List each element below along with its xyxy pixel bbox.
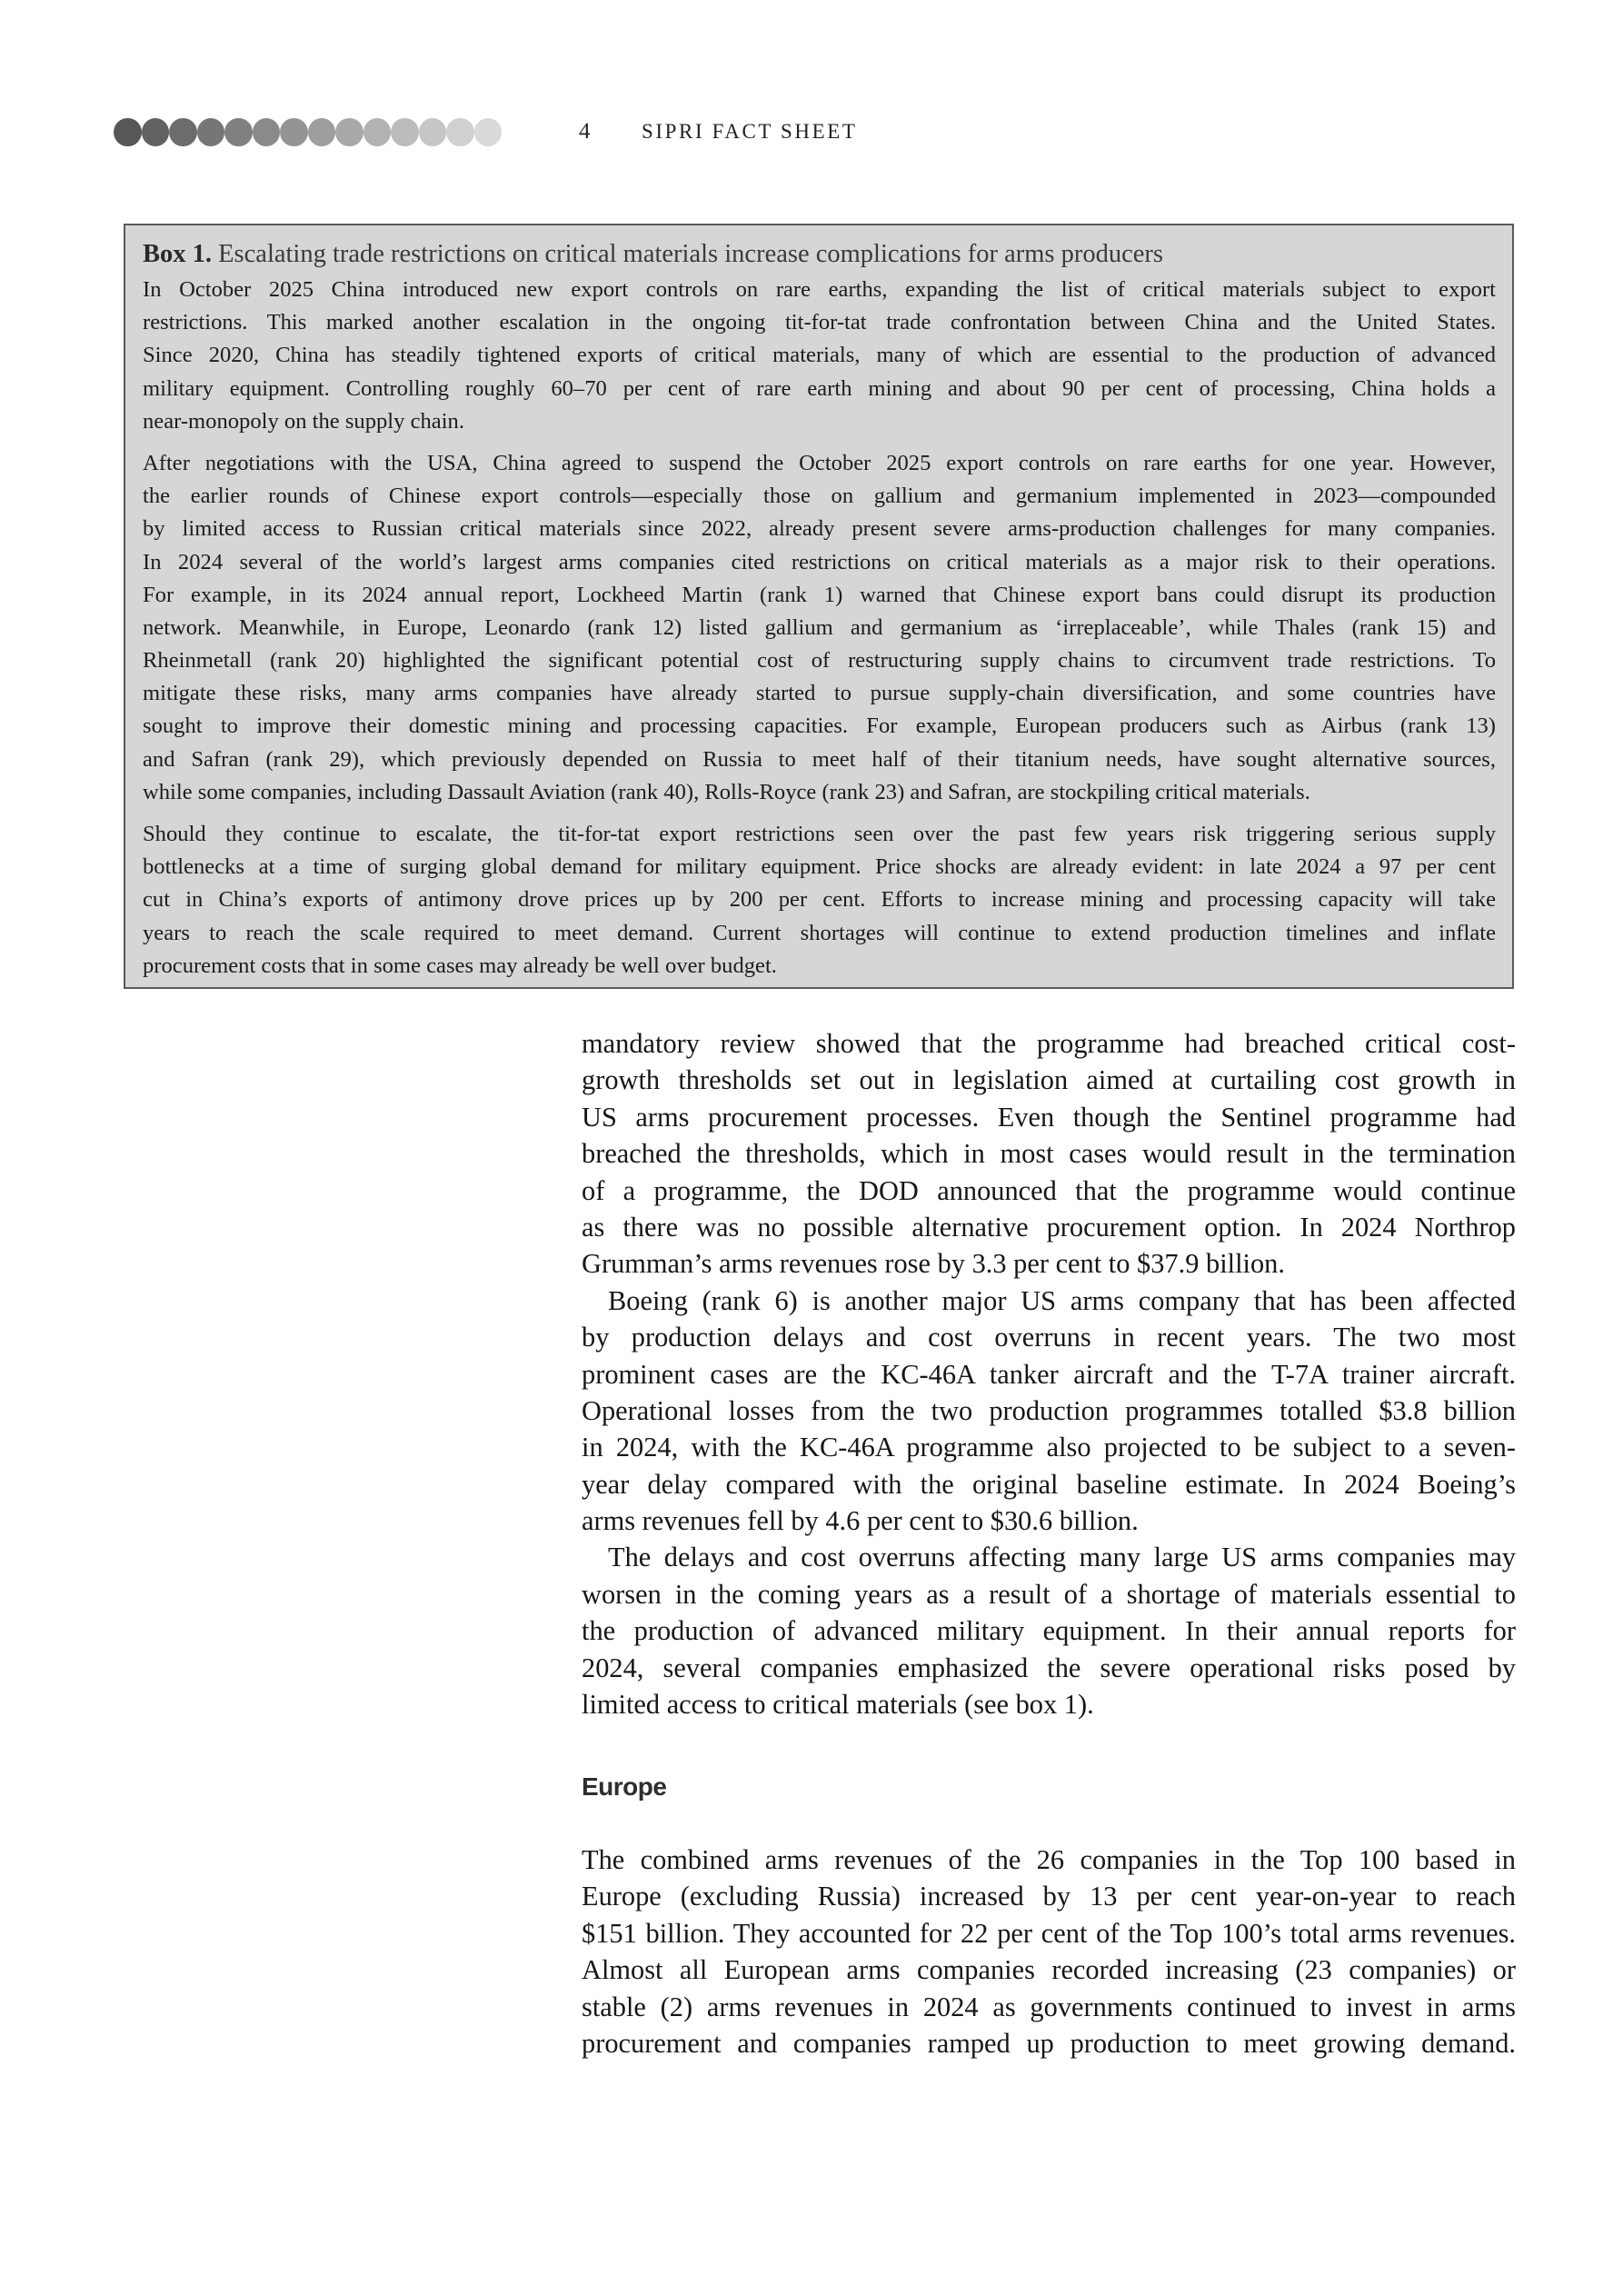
text-line: In October 2025 China introduced new export controls on rare earths, expanding the list of critical materials subject to export	[143, 277, 1496, 302]
text-line: near-monopoly on the supply chain.	[143, 408, 464, 434]
text-line: US arms procurement processes. Even though the Sentinel programme had	[582, 1101, 1516, 1133]
text-line: In 2024 several of the world’s largest arms companies cited restrictions on critical materials as a major risk to their operations.	[143, 549, 1496, 574]
text-line: military equipment. Controlling roughly 60–70 per cent of rare earth mining and about 90 per cent of processing, China holds a	[143, 375, 1496, 401]
box-label: Box 1.	[143, 240, 213, 268]
dot-icon	[114, 118, 142, 146]
body-column	[582, 1025, 1516, 1722]
dot-icon	[253, 118, 281, 146]
text-line: breached the thresholds, which in most cases would result in the termination	[582, 1138, 1516, 1170]
body-paragraph	[582, 1025, 1516, 1283]
dot-icon	[169, 118, 197, 146]
text-line: while some companies, including Dassault Aviation (rank 40), Rolls-Royce (rank 23) and Safran, are stockpiling critical materials.	[143, 779, 1310, 804]
dot-icon	[197, 118, 225, 146]
text-line: network. Meanwhile, in Europe, Leonardo (rank 12) listed gallium and germanium as ‘irreplaceable’, while Thales (rank 15) and	[143, 614, 1496, 640]
text-line: growth thresholds set out in legislation aimed at curtailing cost growth in	[582, 1064, 1516, 1096]
text-line: Grumman’s arms revenues rose by 3.3 per cent to $37.9 billion.	[582, 1248, 1285, 1280]
box-paragraph	[143, 447, 1496, 809]
text-line: cut in China’s exports of antimony drove prices up by 200 per cent. Efforts to increase mining and processing capacity will take	[143, 887, 1496, 913]
text-line: Almost all European arms companies recorded increasing (23 companies) or	[582, 1954, 1516, 1986]
text-line: by limited access to Russian critical materials since 2022, already present severe arms-production challenges for many companies.	[143, 516, 1496, 542]
text-line: The combined arms revenues of the 26 companies in the Top 100 based in	[582, 1844, 1516, 1875]
text-line: After negotiations with the USA, China agreed to suspend the October 2025 export controls on rare earths for one year. However,	[143, 450, 1496, 475]
text-line: in 2024, with the KC-46A programme also projected to be subject to a seven-	[582, 1432, 1516, 1463]
page-number: 4	[579, 119, 591, 144]
text-line: sought to improve their domestic mining and processing capacities. For example, European producers such as Airbus (rank 13)	[143, 714, 1496, 739]
series-progress-dots	[114, 118, 502, 146]
dot-icon	[474, 118, 503, 146]
body-paragraph	[582, 1842, 1516, 2061]
body-paragraph	[582, 1283, 1516, 1540]
text-line: arms revenues fell by 4.6 per cent to $30.6 billion.	[582, 1505, 1139, 1537]
text-line: as there was no possible alternative procurement option. In 2024 Northrop	[582, 1211, 1516, 1243]
text-line: procurement costs that in some cases may already be well over budget.	[143, 953, 777, 978]
dot-icon	[419, 118, 447, 146]
text-line: the production of advanced military equipment. In their annual reports for	[582, 1615, 1516, 1647]
text-line: stable (2) arms revenues in 2024 as governments continued to invest in arms	[582, 1991, 1516, 2022]
text-line: years to reach the scale required to meet demand. Current shortages will continue to extend production timelines and inflate	[143, 920, 1496, 945]
dot-icon	[280, 118, 308, 146]
text-line: For example, in its 2024 annual report, Lockheed Martin (rank 1) warned that Chinese export bans could disrupt its production	[143, 582, 1496, 607]
dot-icon	[446, 118, 474, 146]
text-line: mitigate these risks, many arms companies have already started to pursue supply-chain diversification, and some countries have	[143, 681, 1496, 706]
text-line: and Safran (rank 29), which previously depended on Russia to meet half of their titanium needs, have sought alternative sources,	[143, 746, 1496, 772]
body-paragraph	[582, 1539, 1516, 1722]
text-line: year delay compared with the original baseline estimate. In 2024 Boeing’s	[582, 1468, 1516, 1500]
text-line: The delays and cost overruns affecting many large US arms companies may	[608, 1542, 1516, 1573]
text-line: worsen in the coming years as a result of a shortage of materials essential to	[582, 1578, 1516, 1610]
text-line: restrictions. This marked another escalation in the ongoing tit-for-tat trade confrontation between China and the United States.	[143, 310, 1496, 335]
dot-icon	[308, 118, 336, 146]
box-1	[124, 224, 1514, 989]
dot-icon	[363, 118, 392, 146]
text-line: Rheinmetall (rank 20) highlighted the significant potential cost of restructuring supply chains to circumvent trade restrictions. To	[143, 648, 1496, 674]
dot-icon	[335, 118, 363, 146]
text-line: mandatory review showed that the programme had breached critical cost-	[582, 1028, 1516, 1059]
box-title	[143, 238, 1496, 271]
dot-icon	[142, 118, 170, 146]
box-paragraph	[143, 818, 1496, 983]
text-line: prominent cases are the KC-46A tanker aircraft and the T-7A trainer aircraft.	[582, 1358, 1516, 1390]
text-line: 2024, several companies emphasized the severe operational risks posed by	[582, 1652, 1516, 1683]
text-line: by production delays and cost overruns in recent years. The two most	[582, 1322, 1516, 1353]
text-line: the earlier rounds of Chinese export controls—especially those on gallium and germanium implemented in 2023—compounded	[143, 484, 1496, 509]
box-paragraph	[143, 274, 1496, 438]
text-line: Europe (excluding Russia) increased by 13 per cent year-on-year to reach	[582, 1881, 1516, 1912]
text-line: of a programme, the DOD announced that the programme would continue	[582, 1174, 1516, 1206]
text-line: procurement and companies ramped up production to meet growing demand.	[582, 2027, 1516, 2059]
text-line: limited access to critical materials (see box 1).	[582, 1689, 1094, 1721]
text-line: bottlenecks at a time of surging global demand for military equipment. Price shocks are already evident: in late 2024 a 97 per cent	[143, 854, 1496, 880]
text-line: Operational losses from the two production programmes totalled $3.8 billion	[582, 1394, 1516, 1426]
dot-icon	[224, 118, 253, 146]
body-column-europe	[582, 1842, 1516, 2061]
running-title: SIPRI FACT SHEET	[642, 120, 858, 143]
section-heading-europe: Europe	[582, 1772, 667, 1801]
text-line: $151 billion. They accounted for 22 per cent of the Top 100’s total arms revenues.	[582, 1917, 1516, 1949]
text-line: Since 2020, China has steadily tightened exports of critical materials, many of which are essential to the production of advanced	[143, 343, 1496, 368]
text-line: Should they continue to escalate, the tit-for-tat export restrictions seen over the past few years risk triggering serious supply	[143, 822, 1496, 846]
box-title-text: Escalating trade restrictions on critical materials increase complications for arms producers	[218, 240, 1163, 268]
dot-icon	[391, 118, 419, 146]
text-line: Boeing (rank 6) is another major US arms company that has been affected	[608, 1284, 1516, 1316]
